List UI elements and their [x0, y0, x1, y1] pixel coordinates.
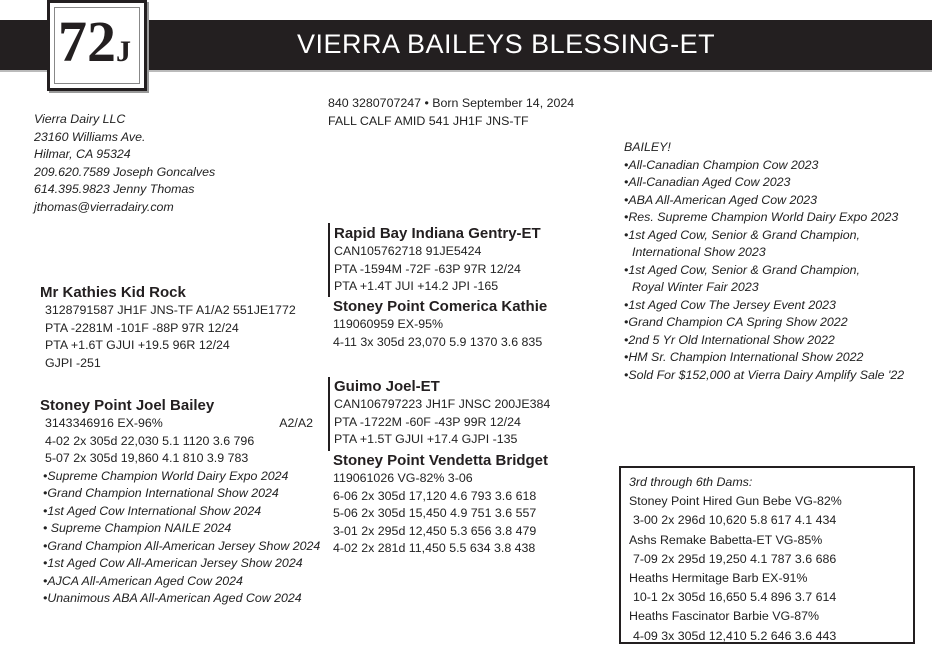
ancestor-dam-record: 10-1 2x 305d 16,650 5.4 896 3.7 614	[633, 590, 837, 605]
notes-item: •Grand Champion CA Spring Show 2022	[624, 315, 848, 329]
dam-record: 5-07 2x 305d 19,860 4.1 810 3.9 783	[45, 451, 249, 465]
dam-dam-record: 4-02 2x 281d 11,450 5.5 634 3.8 438	[333, 541, 536, 555]
notes-item-continued: Royal Winter Fair 2023	[632, 280, 759, 294]
consignor-line: Vierra Dairy LLC	[34, 112, 126, 126]
consignor-line: 23160 Williams Ave.	[34, 129, 146, 144]
dam-dam-record: 3-01 2x 295d 12,450 5.3 656 3.8 479	[333, 523, 537, 538]
sire-sire-detail: CAN105762718 91JE5424	[334, 244, 482, 258]
ancestor-dam-name: Ashs Remake Babetta-ET VG-85%	[629, 532, 823, 547]
sire-block	[40, 283, 296, 372]
ancestor-dam-record: 7-09 2x 295d 19,250 4.1 787 3.6 686	[633, 551, 837, 566]
notes-title: BAILEY!	[624, 140, 671, 154]
dams-box	[619, 466, 915, 644]
registration-birth-line: 840 3280707247 • Born September 14, 2024	[328, 96, 575, 110]
dam-dam-block	[333, 451, 548, 558]
dam-name: Stoney Point Joel Bailey	[40, 397, 215, 414]
dam-award: •Supreme Champion World Dairy Expo 2024	[43, 468, 289, 483]
sire-detail-line: 3128791587 JH1F JNS-TF A1/A2 551JE1772	[45, 303, 296, 317]
consignor-line: 614.395.9823 Jenny Thomas	[34, 182, 195, 196]
notes-item: •Res. Supreme Champion World Dairy Expo 2023	[624, 210, 899, 224]
dam-award: •Grand Champion All-American Jersey Show 2024	[43, 538, 321, 553]
notes-item: •All-Canadian Aged Cow 2023	[624, 175, 791, 189]
dam-sire-name: Guimo Joel-ET	[334, 378, 440, 395]
dam-dam-record: 5-06 2x 305d 15,450 4.9 751 3.6 557	[333, 506, 537, 520]
sire-dam-detail: 119060959 EX-95%	[333, 317, 443, 331]
notes-item: •1st Aged Cow The Jersey Event 2023	[624, 297, 836, 312]
ancestor-dam-name: Stoney Point Hired Gun Bebe VG-82%	[629, 494, 842, 509]
ancestor-dam-name: Heaths Hermitage Barb EX-91%	[629, 571, 808, 586]
notes-item: •All-Canadian Champion Cow 2023	[624, 157, 819, 172]
dam-award: •1st Aged Cow All-American Jersey Show 2024	[43, 556, 303, 570]
animal-info	[328, 95, 574, 130]
sire-sire-name: Rapid Bay Indiana Gentry-ET	[334, 225, 541, 242]
consignor-line: 209.620.7589 Joseph Goncalves	[34, 164, 216, 179]
notes-item: •2nd 5 Yr Old International Show 2022	[624, 332, 835, 347]
dam-sire-detail: CAN106797223 JH1F JNSC 200JE384	[334, 397, 551, 411]
consignor-line: Hilmar, CA 95324	[34, 147, 131, 161]
sire-detail-line: GJPI -251	[45, 355, 101, 370]
dam-dam-record: 6-06 2x 305d 17,120 4.6 793 3.6 618	[333, 488, 537, 503]
sire-dam-block	[333, 297, 547, 351]
notes-block	[624, 139, 904, 384]
lot-number-box	[47, 0, 147, 91]
lot-number-suffix: J	[116, 35, 131, 68]
notes-item: •1st Aged Cow, Senior & Grand Champion,	[624, 262, 860, 277]
sire-dam-detail: 4-11 3x 305d 23,070 5.9 1370 3.6 835	[333, 334, 543, 349]
dam-dam-name: Stoney Point Vendetta Bridget	[333, 452, 549, 469]
dam-sire-detail: PTA -1722M -60F -43P 99R 12/24	[334, 414, 521, 429]
sire-name: Mr Kathies Kid Rock	[40, 284, 186, 301]
dam-award: •AJCA All-American Aged Cow 2024	[43, 573, 243, 588]
ancestor-dam-record: 3-00 2x 296d 10,620 5.8 617 4.1 434	[633, 513, 837, 528]
dam-sire-detail: PTA +1.5T GJUI +17.4 GJPI -135	[334, 432, 518, 446]
sire-sire-block	[328, 223, 541, 297]
sire-dam-name: Stoney Point Comerica Kathie	[333, 298, 548, 315]
ancestor-dam-record: 4-09 3x 305d 12,410 5.2 646 3.6 443	[633, 628, 837, 643]
lot-number-digits: 72	[58, 9, 116, 74]
notes-item-continued: International Show 2023	[632, 245, 766, 259]
calf-class-line: FALL CALF AMID 541 JH1F JNS-TF	[328, 113, 529, 128]
dam-award: • Supreme Champion NAILE 2024	[43, 521, 232, 535]
dam-genotype: A2/A2	[279, 416, 313, 430]
dam-award: •Unanimous ABA All-American Aged Cow 2024	[43, 591, 302, 605]
sire-sire-detail: PTA +1.4T JUI +14.2 JPI -165	[334, 279, 499, 293]
notes-item: •Sold For $152,000 at Vierra Dairy Amplify Sale '22	[624, 367, 905, 382]
notes-item: •1st Aged Cow, Senior & Grand Champion,	[624, 227, 860, 242]
consignor-email: jthomas@vierradairy.com	[34, 199, 174, 214]
sire-detail-line: PTA -2281M -101F -88P 97R 12/24	[45, 320, 239, 335]
lot-number	[58, 5, 131, 89]
notes-item: •HM Sr. Champion International Show 2022	[624, 350, 864, 364]
dams-box-title: 3rd through 6th Dams:	[629, 475, 753, 489]
dam-registration: 3143346916 EX-96%	[45, 416, 163, 430]
consignor-block	[34, 111, 215, 216]
notes-item: •ABA All-American Aged Cow 2023	[624, 192, 818, 207]
dam-award: •Grand Champion International Show 2024	[43, 486, 279, 500]
sire-sire-detail: PTA -1594M -72F -63P 97R 12/24	[334, 261, 521, 276]
dam-award: •1st Aged Cow International Show 2024	[43, 503, 262, 518]
dam-sire-block	[328, 377, 550, 451]
animal-title: VIERRA BAILEYS BLESSING-ET	[297, 29, 716, 59]
dam-dam-detail: 119061026 VG-82% 3-06	[333, 471, 473, 485]
ancestor-dam-name: Heaths Fascinator Barbie VG-87%	[629, 609, 820, 624]
dam-block	[40, 396, 320, 608]
dam-record: 4-02 2x 305d 22,030 5.1 1120 3.6 796	[45, 433, 255, 448]
sire-detail-line: PTA +1.6T GJUI +19.5 96R 12/24	[45, 338, 230, 352]
